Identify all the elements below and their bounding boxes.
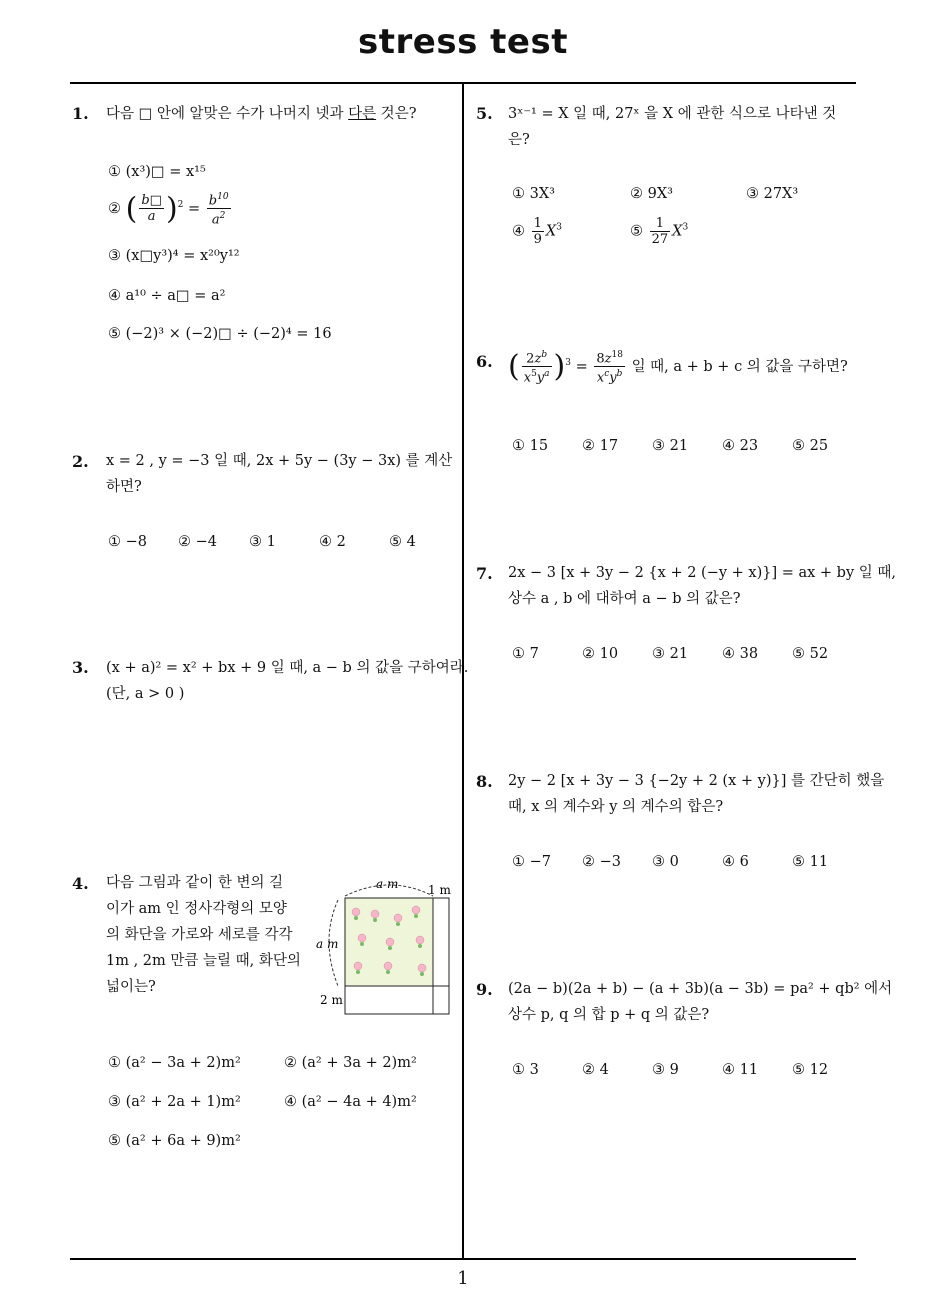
question-1-text-b: 것은? (376, 106, 417, 122)
question-8-choice-5: ⑤ 11 (792, 854, 829, 870)
question-6-choice-2: ② 17 (582, 438, 619, 454)
question-2-text: x = 2 , y = −3 일 때, 2x + 5y − (3y − 3x) 를 계산하면? (106, 453, 453, 495)
question-6-text-tail: 일 때, a + b + c 의 값을 구하면? (631, 358, 848, 375)
choice-4-mark: ④ (512, 223, 525, 240)
question-5-line-1: 3ˣ⁻¹ = X 일 때, 27ˣ 을 X 에 관한 식으로 나타낸 것 (508, 106, 837, 122)
question-4-line-5: 넓이는? (106, 979, 156, 995)
question-7-line-1: 2x − 3 [x + 3y − 2 {x + 2 (−y + x)}] = ax + by 일 때, (508, 565, 896, 581)
question-2-choice-5: ⑤ 4 (389, 534, 416, 550)
question-6-choice-5: ⑤ 25 (792, 438, 829, 454)
garden-figure (310, 870, 460, 1020)
question-6-text: ( $\frac{2z^b}{x^5y^a}$ )$^3$ = $\frac{8z^{18}}{x^cy^b}$ 일 때, a + b + c 의 값을 구하면? (508, 348, 848, 386)
question-4-choice-2: ② (a² + 3a + 2)m² (284, 1055, 417, 1071)
question-5-choice-5: ⑤ $\frac{1}{27}$ $X^3$ (630, 216, 689, 247)
question-8-line-1: 2y − 2 [x + 3y − 3 {−2y + 2 (x + y)}] 를 간단히 했을 (508, 773, 885, 789)
question-4-choice-5: ⑤ (a² + 6a + 9)m² (108, 1133, 241, 1149)
question-5-choice-4: ④ $\frac{1}{9}$ $X^3$ (512, 216, 562, 247)
question-4-choice-3: ③ (a² + 2a + 1)m² (108, 1094, 241, 1110)
question-8-choice-1: ① −7 (512, 854, 551, 870)
question-4-number: 4. (72, 874, 89, 893)
question-5-choice-3: ③ 27X³ (746, 186, 799, 202)
fig-label-left: a m (316, 937, 339, 951)
fig-label-top: a m (376, 877, 399, 891)
question-9-choice-3: ③ 9 (652, 1062, 679, 1078)
question-4-choice-4: ④ (a² − 4a + 4)m² (284, 1094, 417, 1110)
question-8-number: 8. (476, 772, 493, 791)
question-4-line-3: 의 화단을 가로와 세로를 각각 (106, 927, 293, 943)
question-1-number: 1. (72, 104, 89, 123)
question-9-line-2: 상수 p, q 의 합 p + q 의 값은? (508, 1007, 710, 1023)
fig-label-bottom: 2 m (320, 993, 343, 1007)
question-9-choice-4: ④ 11 (722, 1062, 759, 1078)
question-2-number: 2. (72, 452, 89, 471)
question-7-choice-5: ⑤ 52 (792, 646, 829, 662)
question-2-choice-1: ① −8 (108, 534, 147, 550)
question-7-line-2: 상수 a , b 에 대하여 a − b 의 값은? (508, 591, 741, 607)
question-1-choice-5: ⑤ (−2)³ × (−2)□ ÷ (−2)⁴ = 16 (108, 326, 332, 342)
footer-rule (70, 1258, 856, 1260)
question-1-text-a: 다음 □ 안에 알맞은 수가 나머지 넷과 (106, 106, 349, 122)
question-3-number: 3. (72, 658, 89, 677)
question-9-line-1: (2a − b)(2a + b) − (a + 3b)(a − 3b) = pa² + qb² 에서 (508, 981, 893, 997)
question-4-line-2: 이가 am 인 정사각형의 모양 (106, 901, 287, 917)
question-7-choice-1: ① 7 (512, 646, 539, 662)
question-5-number: 5. (476, 104, 493, 123)
question-6-choice-4: ④ 23 (722, 438, 759, 454)
question-8-line-2: 때, x 의 계수와 y 의 계수의 합은? (508, 799, 724, 815)
question-5-line-2: 은? (508, 132, 530, 148)
question-5-choice-2: ② 9X³ (630, 186, 673, 202)
question-2-choice-3: ③ 1 (249, 534, 276, 550)
question-6-choice-3: ③ 21 (652, 438, 689, 454)
choice-2-mark: ② (108, 200, 121, 217)
question-8-choice-2: ② −3 (582, 854, 621, 870)
question-8-choice-3: ③ 0 (652, 854, 679, 870)
question-4-line-4: 1m , 2m 만큼 늘릴 때, 화단의 (106, 953, 301, 969)
question-9-choice-1: ① 3 (512, 1062, 539, 1078)
question-3-line-2: (단, a > 0 ) (106, 686, 185, 702)
question-1-choice-1: ① (x³)□ = x¹⁵ (108, 164, 206, 180)
question-1-choice-4: ④ a¹⁰ ÷ a□ = a² (108, 288, 226, 304)
question-6-choice-1: ① 15 (512, 438, 549, 454)
question-4-line-1: 다음 그림과 같이 한 변의 길 (106, 875, 284, 891)
question-6-number: 6. (476, 352, 493, 371)
question-8-choice-4: ④ 6 (722, 854, 749, 870)
question-9-number: 9. (476, 980, 493, 999)
fig-label-right: 1 m (428, 883, 451, 897)
question-1-choice-3: ③ (x□y³)⁴ = x²⁰y¹² (108, 248, 240, 264)
question-1-choice-2: ② ( $\frac{b□}{a}$ )$^2$ = $\frac{b^{10}}{a^2}$ (108, 191, 229, 228)
question-7-choice-4: ④ 38 (722, 646, 759, 662)
question-4-choice-1: ① (a² − 3a + 2)m² (108, 1055, 241, 1071)
question-7-number: 7. (476, 564, 493, 583)
question-2-choice-4: ④ 2 (319, 534, 346, 550)
question-1-underlined-word: 다른 (348, 106, 377, 122)
page-title: stress test (358, 22, 568, 62)
question-1-text (106, 101, 416, 127)
question-2-choice-2: ② −4 (178, 534, 217, 550)
page-number: 1 (457, 1268, 469, 1289)
question-7-choice-3: ③ 21 (652, 646, 689, 662)
question-9-choice-2: ② 4 (582, 1062, 609, 1078)
question-3-line-1: (x + a)² = x² + bx + 9 일 때, a − b 의 값을 구하여라. (106, 660, 469, 676)
question-5-choice-1: ① 3X³ (512, 186, 555, 202)
choice-5-mark: ⑤ (630, 223, 643, 240)
question-7-choice-2: ② 10 (582, 646, 619, 662)
question-9-choice-5: ⑤ 12 (792, 1062, 829, 1078)
